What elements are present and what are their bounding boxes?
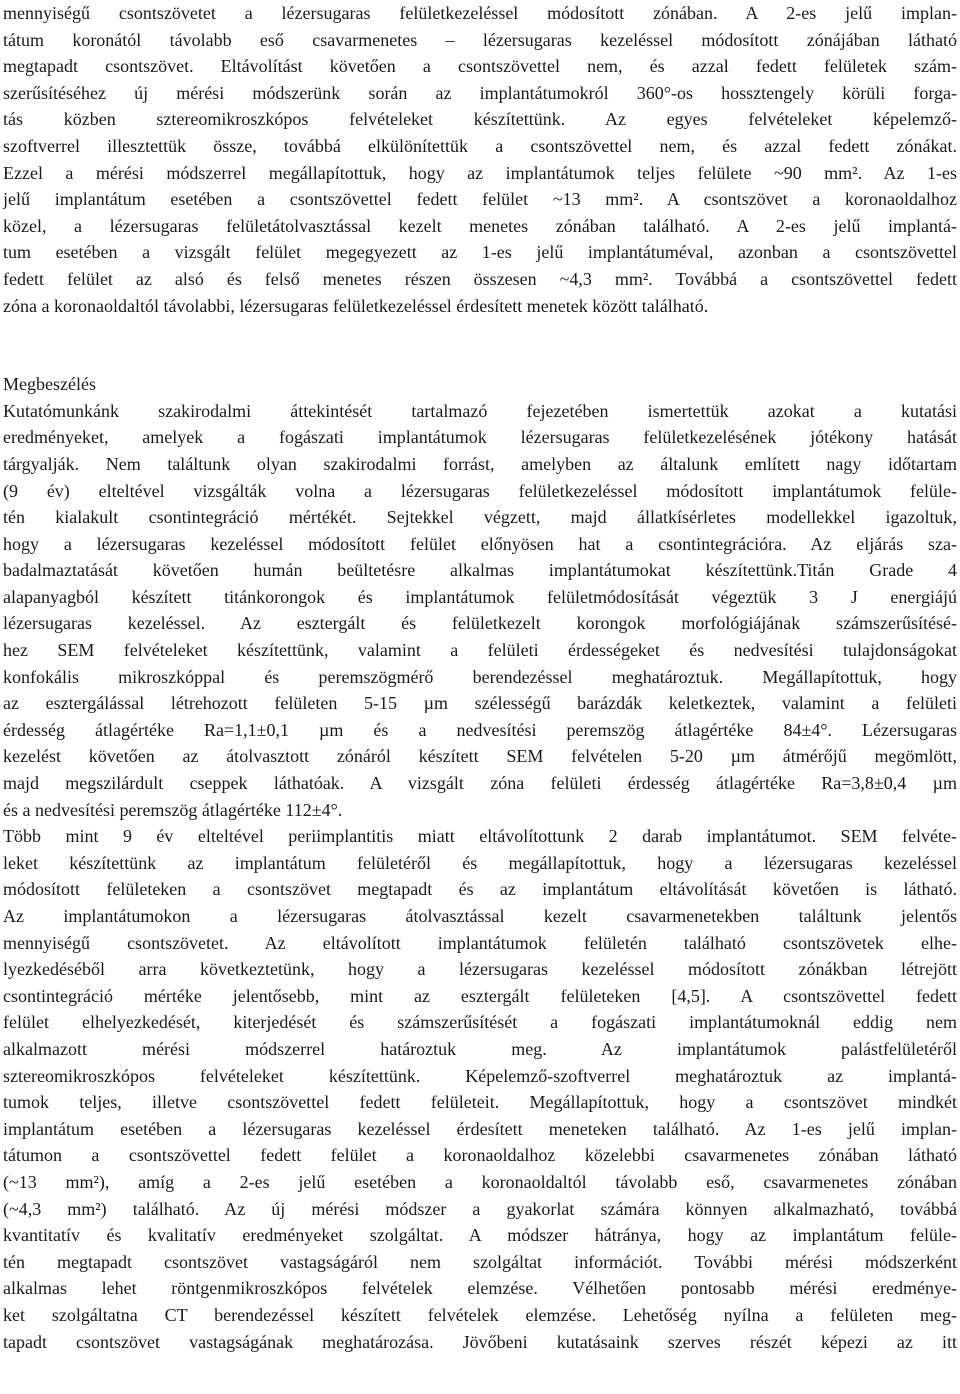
- text-line: Az implantátumokon a lézersugaras átolvasztással kezelt csavarmenetekben találtunk jelentős: [3, 906, 957, 926]
- text-line: szoftverrel illesztettük össze, továbbá elkülönítettük a csontszövettel nem, és azzal fedett zónákat.: [3, 135, 957, 156]
- text-line: lyezkedéséből arra következtetünk, hogy a lézersugaras kezeléssel módosított zónákban létrejött: [3, 959, 957, 980]
- text-line: érdesség átlagértéke Ra=1,1±0,1 µm és a nedvesítési peremszög átlagértéke 84±4°. Lézersugaras: [3, 719, 957, 740]
- text-line: mennyiségű csontszövetet. Az eltávolított implantátumok felületén található csontszövetek elhe-: [3, 932, 957, 953]
- discussion-paragraph-1: [3, 398, 957, 824]
- text-line: Kutatómunkánk szakirodalmi áttekintését tartalmazó fejezetében ismertettük azokat a kutatási: [3, 400, 957, 421]
- text-line: tumok teljes, illetve csontszövettel fedett felületeit. Megállapítottuk, hogy a csontszövet mindkét: [3, 1092, 957, 1113]
- text-line: tén megtapadt csontszövet vastagságáról nem szolgáltat információt. További mérési módszerként: [3, 1251, 957, 1272]
- text-line: tárgyalják. Nem találtunk olyan szakirodalmi forrást, amelyben az általunk említett nagy időtartam: [3, 453, 957, 474]
- text-line: eredményeket, amelyek a fogászati implantátumok lézersugaras felületkezelésének jótékony hatását: [3, 427, 957, 448]
- text-line: módosított felületeken a csontszövet megtapadt és az implantátum eltávolítását követően is látható.: [3, 879, 957, 900]
- text-line: és a nedvesítési peremszög átlagértéke 112±4°.: [3, 799, 343, 820]
- text-line: (~4,3 mm²) található. Az új mérési módszer a gyakorlat számára könnyen alkalmazható, továbbá: [3, 1198, 957, 1219]
- text-line: mennyiségű csontszövetet a lézersugaras felületkezeléssel módosított zónában. A 2-es jelű implan-: [3, 3, 957, 23]
- text-line: zóna a koronaoldaltól távolabbi, lézersugaras felületkezeléssel érdesített menetek között található.: [3, 295, 709, 316]
- text-line: ket szolgáltatna CT berendezéssel készített felvételek elemzése. Lehetőség nyílna a felületen meg-: [3, 1304, 957, 1325]
- text-line: majd megszilárdult cseppek láthatóak. A vizsgált zóna felületi érdesség átlagértéke Ra=3,8±0,4 µm: [3, 773, 957, 794]
- text-line: tás közben sztereomikroszkópos felvételeket készítettünk. Az egyes felvételeket képelemző-: [3, 109, 957, 130]
- text-line: konfokális mikroszkóppal és peremszögmérő berendezéssel meghatároztuk. Megállapítottuk, hogy: [3, 666, 957, 687]
- section-heading-discussion: Megbeszélés: [3, 374, 96, 395]
- text-line: alkalmas lehet röntgenmikroszkópos felvételek elemzése. Vélhetően pontosabb mérési eredménye-: [3, 1278, 957, 1299]
- text-line: tátumon a csontszövettel fedett felület a koronaoldalhoz közelebbi csavarmenetes zónában látható: [3, 1145, 957, 1166]
- text-line: szerűsítéséhez új mérési módszerünk során az implantátumokról 360°-os hossztengely körüli forga-: [3, 82, 957, 103]
- text-line: sztereomikroszkópos felvételeket készítettünk. Képelemző-szoftverrel meghatároztuk az implantá-: [3, 1065, 957, 1086]
- discussion-paragraph-2: [3, 823, 957, 1355]
- text-line: hogy a lézersugaras kezeléssel módosított felület előnyösen hat a csontintegrációra. Az eljárás sza-: [3, 533, 957, 554]
- text-line: megtapadt csontszövet. Eltávolítást követően a csontszövettel nem, és azzal fedett felületek szám-: [3, 56, 957, 77]
- text-line: alapanyagból készített titánkorongok és implantátumok felületmódosítását végeztük 3 J energiájú: [3, 586, 957, 607]
- text-line: hez SEM felvételeket készítettünk, valamint a felületi érdességeket és nedvesítési tulajdonságokat: [3, 640, 957, 661]
- text-line: közel, a lézersugaras felületátolvasztással kezelt menetes zónában található. A 2-es jelű implantá-: [3, 215, 957, 236]
- text-line: jelű implantátum esetében a csontszövettel fedett felület ~13 mm². A csontszövet a koronaoldalhoz: [3, 189, 957, 210]
- text-line: kezelést követően az átolvasztott zónáról készített SEM felvételen 5-20 µm átmérőjű megömlött,: [3, 746, 957, 767]
- text-line: tapadt csontszövet vastagságának meghatározása. Jövőbeni kutatásaink szerves részét képezi az itt: [3, 1331, 957, 1352]
- text-line: felület elhelyezkedését, kiterjedését és számszerűsítését a fogászati implantátumoknál eddig nem: [3, 1012, 957, 1033]
- text-line: lézersugaras kezeléssel. Az esztergált és felületkezelt korongok morfológiájának számszerűsítésé-: [3, 613, 957, 634]
- text-line: az esztergálással létrehozott felületen 5-15 µm szélességű barázdák keletkeztek, valamint a felületi: [3, 693, 957, 714]
- document-page: [3, 0, 957, 1355]
- text-line: tum esetében a vizsgált felület megegyezett az 1-es jelű implantátuméval, azonban a csontszövettel: [3, 242, 957, 263]
- text-line: implantátum esetében a lézersugaras kezeléssel érdesített meneteken található. Az 1-es jelű implan-: [3, 1118, 957, 1139]
- text-line: (9 év) elteltével vizsgálták volna a lézersugaras felületkezeléssel módosított implantátumok felüle-: [3, 480, 957, 501]
- text-line: fedett felület az alsó és felső menetes részen összesen ~4,3 mm². Továbbá a csontszövettel fedett: [3, 268, 957, 289]
- text-line: Ezzel a mérési módszerrel megállapítottuk, hogy az implantátumok teljes felülete ~90 mm². Az 1-es: [3, 162, 957, 183]
- text-line: badalmaztatását követően humán beültetésre alkalmas implantátumokat készítettünk.Titán Grade 4: [3, 560, 957, 581]
- text-line: tén kialakult csontintegráció mértékét. Sejtekkel végzett, majd állatkísérletes modellekkel igazoltuk,: [3, 507, 957, 528]
- text-line: Több mint 9 év elteltével periimplantitis miatt eltávolítottunk 2 darab implantátumot. SEM felvéte-: [3, 826, 957, 847]
- section-spacer: [3, 319, 957, 371]
- text-line: alkalmazott mérési módszerrel határoztuk meg. Az implantátumok palástfelületéről: [3, 1038, 957, 1059]
- text-line: kvantitatív és kvalitatív eredményeket szolgáltat. A módszer hátránya, hogy az implantátum felüle-: [3, 1225, 957, 1246]
- text-line: tátum koronától távolabb eső csavarmenetes – lézersugaras kezeléssel módosított zónájában látható: [3, 29, 957, 50]
- text-line: leket készítettünk az implantátum felületéről és megállapítottuk, hogy a lézersugaras kezeléssel: [3, 852, 957, 873]
- results-paragraph: [3, 0, 957, 319]
- text-line: (~13 mm²), amíg a 2-es jelű esetében a koronaoldaltól távolabb eső, csavarmenetes zónában: [3, 1171, 957, 1192]
- text-line: csontintegráció mértéke jelentősebb, mint az esztergált felületeken [4,5]. A csontszövettel fedett: [3, 985, 957, 1006]
